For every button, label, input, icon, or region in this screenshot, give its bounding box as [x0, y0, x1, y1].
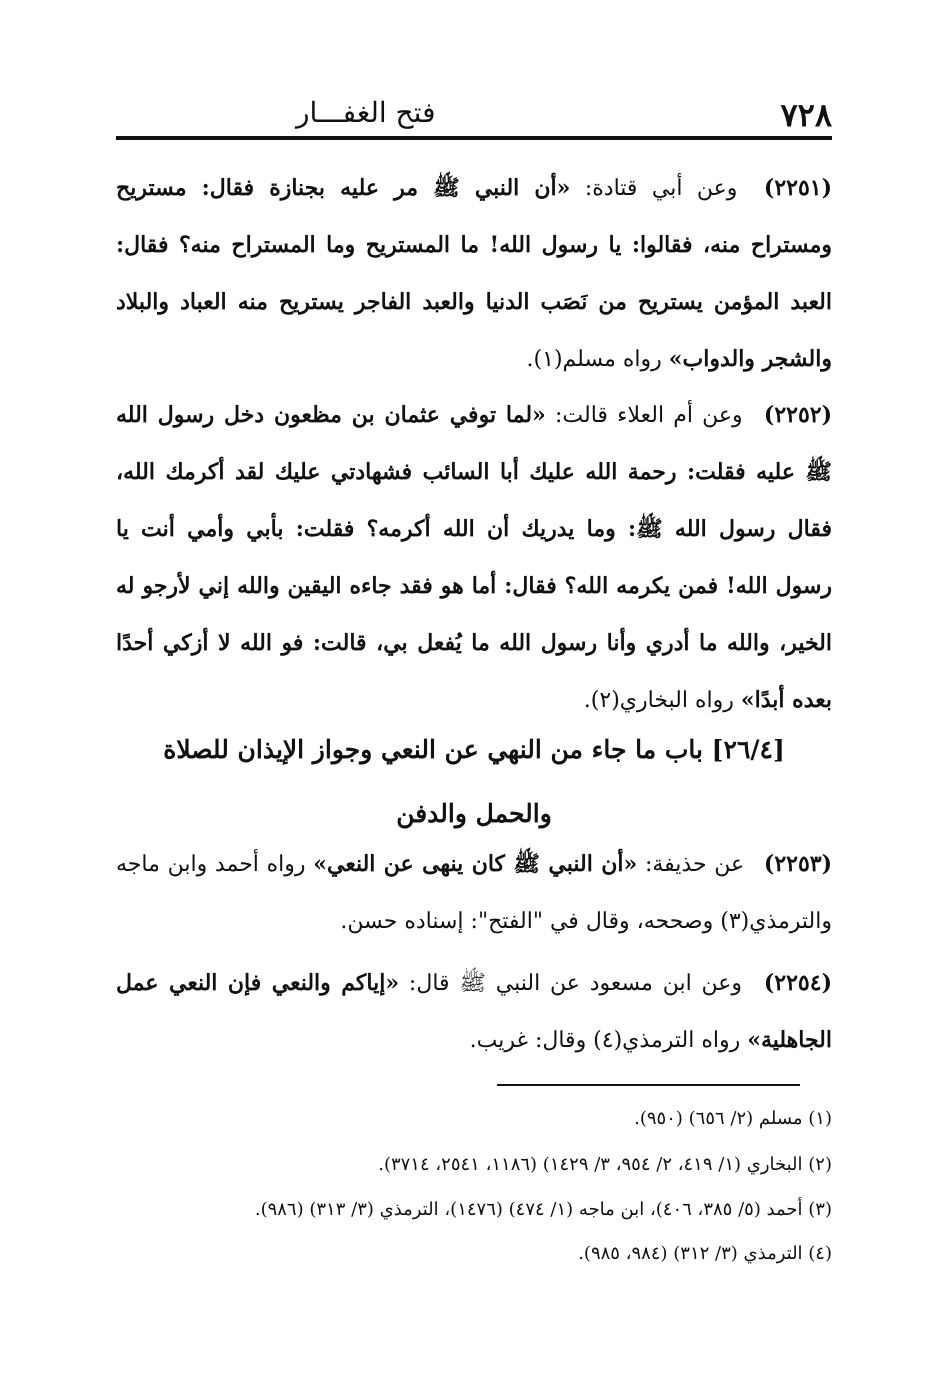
chapter-heading-line2: والحمل والدفن [396, 799, 552, 828]
header-rule [116, 136, 832, 140]
footnote-rule [497, 1084, 800, 1086]
footnote-4: (٤) الترمذي (٣/ ٣١٢) (٩٨٤، ٩٨٥). [578, 1243, 832, 1264]
hadith-2252 [116, 387, 832, 729]
hadith-quote: «إياكم والنعي فإن النعي عمل الجاهلية» [116, 970, 832, 1053]
hadith-number: (٢٢٥٣) [763, 851, 832, 877]
chapter-heading-line1: [٢٦/٤] باب ما جاء من النهي عن النعي وجواز الإيذان للصلاة [163, 735, 785, 764]
hadith-number: (٢٢٥١) [763, 175, 832, 201]
hadith-2251 [116, 160, 832, 388]
footnote-1: (١) مسلم (٢/ ٦٥٦) (٩٥٠). [634, 1108, 832, 1129]
hadith-source: رواه مسلم(١). [526, 347, 662, 372]
hadith-intro: عن حذيفة: [644, 852, 745, 877]
page-number: ٧٢٨ [780, 96, 832, 134]
hadith-source: رواه الترمذي(٤) وقال: غريب. [469, 1028, 741, 1053]
hadith-2253 [116, 836, 832, 950]
chapter-heading [116, 718, 832, 846]
footnote-2: (٢) البخاري (١/ ٤١٩، ٢/ ٩٥٤، ٣/ ١٤٢٩) (١١٨٦، ٢٥٤١، ٣٧١٤). [378, 1154, 832, 1175]
footnote-3: (٣) أحمد (٥/ ٣٨٥، ٤٠٦)، ابن ماجه (١/ ٤٧٤) (١٤٧٦)، الترمذي (٣/ ٣١٣) (٩٨٦). [254, 1199, 832, 1220]
hadith-quote: «أن النبي ﷺ مر عليه بجنازة فقال: مستريح ومستراح منه، فقالوا: يا رسول الله! ما المستريح وما المستراح منه؟ فقال: العبد المؤمن يستريح من نَصَب الدنيا والعبد الفاجر يستريح منه العباد والبلاد والشجر والدواب» [116, 175, 832, 372]
hadith-2254 [116, 955, 832, 1069]
hadith-intro: وعن ابن مسعود عن النبي ﷺ قال: [408, 971, 743, 996]
hadith-intro: وعن أم العلاء قالت: [555, 403, 743, 428]
hadith-number: (٢٢٥٢) [763, 402, 832, 428]
hadith-quote: «أن النبي ﷺ كان ينهى عن النعي» [313, 851, 638, 877]
page-header [118, 96, 832, 134]
hadith-source: رواه البخاري(٢). [583, 688, 734, 713]
book-title: فتح الغفـــار [296, 96, 436, 129]
hadith-number: (٢٢٥٤) [763, 970, 832, 996]
hadith-quote: «لما توفي عثمان بن مظعون دخل رسول الله ﷺ عليه فقلت: رحمة الله عليك أبا السائب فشهادتي عليك لقد أكرمك الله، فقال رسول الله ﷺ: وما يدريك أن الله أكرمه؟ فقلت: بأبي وأمي أنت يا رسول الله! فمن يكرمه الله؟ فقال: أما هو فقد جاءه اليقين والله إني لأرجو له الخير، والله ما أدري وأنا رسول الله ما يُفعل بي، قالت: فو الله لا أزكي أحدًا بعده أبدًا» [116, 402, 832, 713]
hadith-intro: وعن أبي قتادة: [584, 176, 738, 201]
hadith-source: رواه أحمد وابن ماجه والترمذي(٣) وصححه، وقال في "الفتح": إسناده حسن. [116, 852, 832, 934]
